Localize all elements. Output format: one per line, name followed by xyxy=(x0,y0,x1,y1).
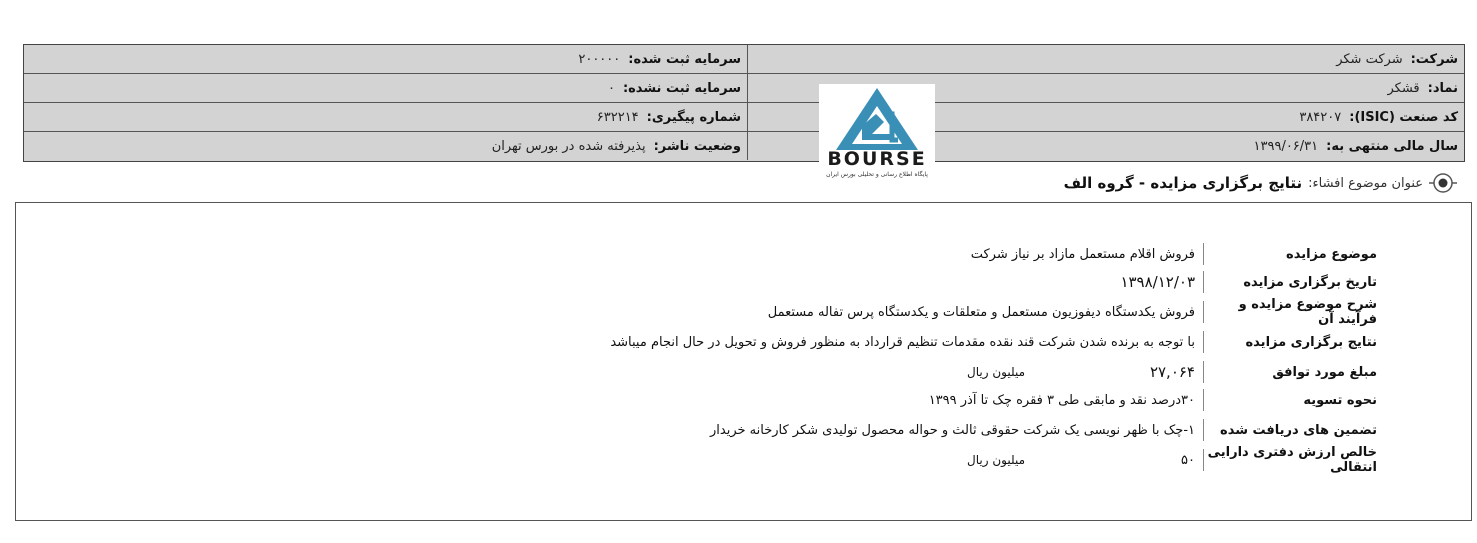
unregistered-capital-cell xyxy=(24,74,747,102)
header-row-2 xyxy=(24,74,1464,103)
symbol-value: قشکر xyxy=(1387,80,1420,96)
detail-label: نحوه تسویه xyxy=(1203,389,1379,411)
detail-unit: میلیون ریال xyxy=(967,453,1025,467)
bourse-logo xyxy=(819,84,935,194)
company-value: شرکت شکر xyxy=(1336,51,1403,67)
target-icon xyxy=(1429,169,1457,197)
tracking-label: شماره پیگیری: xyxy=(646,109,741,125)
detail-row-results xyxy=(610,329,1379,355)
status-value: پذیرفته شده در بورس تهران xyxy=(491,138,646,154)
registered-capital-cell xyxy=(24,45,747,73)
isic-value: ۳۸۴۲۰۷ xyxy=(1299,109,1342,125)
logo-subtitle: پایگاه اطلاع رسانی و تحلیلی بورس ایران xyxy=(826,171,928,178)
status-label: وضعیت ناشر: xyxy=(653,138,741,154)
detail-label: تضمین های دریافت شده xyxy=(1203,419,1379,441)
detail-label: شرح موضوع مزایده و فرآیند آن xyxy=(1203,301,1379,323)
tracking-cell xyxy=(24,103,747,131)
header-row-1 xyxy=(24,45,1464,74)
company-label: شرکت: xyxy=(1410,51,1458,67)
detail-label: نتایج برگزاری مزایده xyxy=(1203,331,1379,353)
registered-capital-value: ۲۰۰۰۰۰ xyxy=(578,51,621,67)
detail-row-book-value xyxy=(967,447,1379,473)
detail-value: ۲۷,۰۶۴ xyxy=(1149,363,1195,381)
registered-capital-label: سرمایه ثبت شده: xyxy=(628,51,741,67)
auction-details-panel xyxy=(15,202,1472,521)
company-info-table xyxy=(23,44,1465,162)
symbol-label: نماد: xyxy=(1427,80,1458,96)
detail-value: فروش یکدستگاه دیفوزیون مستعمل و متعلقات و یکدستگاه پرس تفاله مستعمل xyxy=(767,304,1195,320)
unregistered-capital-label: سرمایه ثبت نشده: xyxy=(622,80,741,96)
header-row-3 xyxy=(24,103,1464,132)
detail-value: ۵۰ xyxy=(1181,452,1195,468)
isic-label: کد صنعت (ISIC): xyxy=(1349,109,1458,125)
bourse-logo-mark-icon xyxy=(832,84,922,152)
detail-row-settlement xyxy=(929,387,1379,413)
subject-label: عنوان موضوع افشاء: xyxy=(1308,175,1423,191)
fiscal-value: ۱۳۹۹/۰۶/۳۱ xyxy=(1253,138,1319,154)
detail-label: خالص ارزش دفتری دارایی انتقالی xyxy=(1203,449,1379,471)
detail-value: ۱-چک با ظهر نویسی یک شرکت حقوقی ثالث و حواله محصول تولیدی شکر کارخانه خریدار xyxy=(709,422,1195,438)
tracking-value: ۶۳۲۲۱۴ xyxy=(596,109,639,125)
detail-row-guarantees xyxy=(710,417,1379,443)
detail-unit: میلیون ریال xyxy=(967,365,1025,379)
detail-value: با توجه به برنده شدن شرکت قند نقده مقدمات تنظیم قرارداد به منظور فروش و تحویل در حال انجام میباشد xyxy=(610,334,1195,350)
header-row-4 xyxy=(24,132,1464,160)
subject-title: نتایج برگزاری مزایده - گروه الف xyxy=(1063,174,1303,192)
detail-value: ۳۰درصد نقد و مابقی طی ۳ فقره چک تا آذر ۱۳۹۹ xyxy=(928,392,1195,408)
company-cell xyxy=(747,45,1464,73)
detail-value: ۱۳۹۸/۱۲/۰۳ xyxy=(1120,273,1195,291)
detail-label: موضوع مزایده xyxy=(1203,243,1379,265)
fiscal-label: سال مالی منتهی به: xyxy=(1326,138,1458,154)
detail-label: مبلغ مورد توافق xyxy=(1203,361,1379,383)
detail-row-description xyxy=(768,299,1379,325)
unregistered-capital-value: ۰ xyxy=(607,80,615,96)
detail-label: تاریخ برگزاری مزایده xyxy=(1203,271,1379,293)
detail-row-subject xyxy=(971,241,1379,267)
status-cell xyxy=(24,132,747,160)
detail-row-agreed-amount xyxy=(967,359,1379,385)
logo-title: BOURSE xyxy=(827,148,927,170)
disclosure-subject xyxy=(1064,168,1457,198)
detail-value: فروش اقلام مستعمل مازاد بر نیاز شرکت xyxy=(970,246,1195,262)
detail-row-date xyxy=(1065,269,1379,295)
